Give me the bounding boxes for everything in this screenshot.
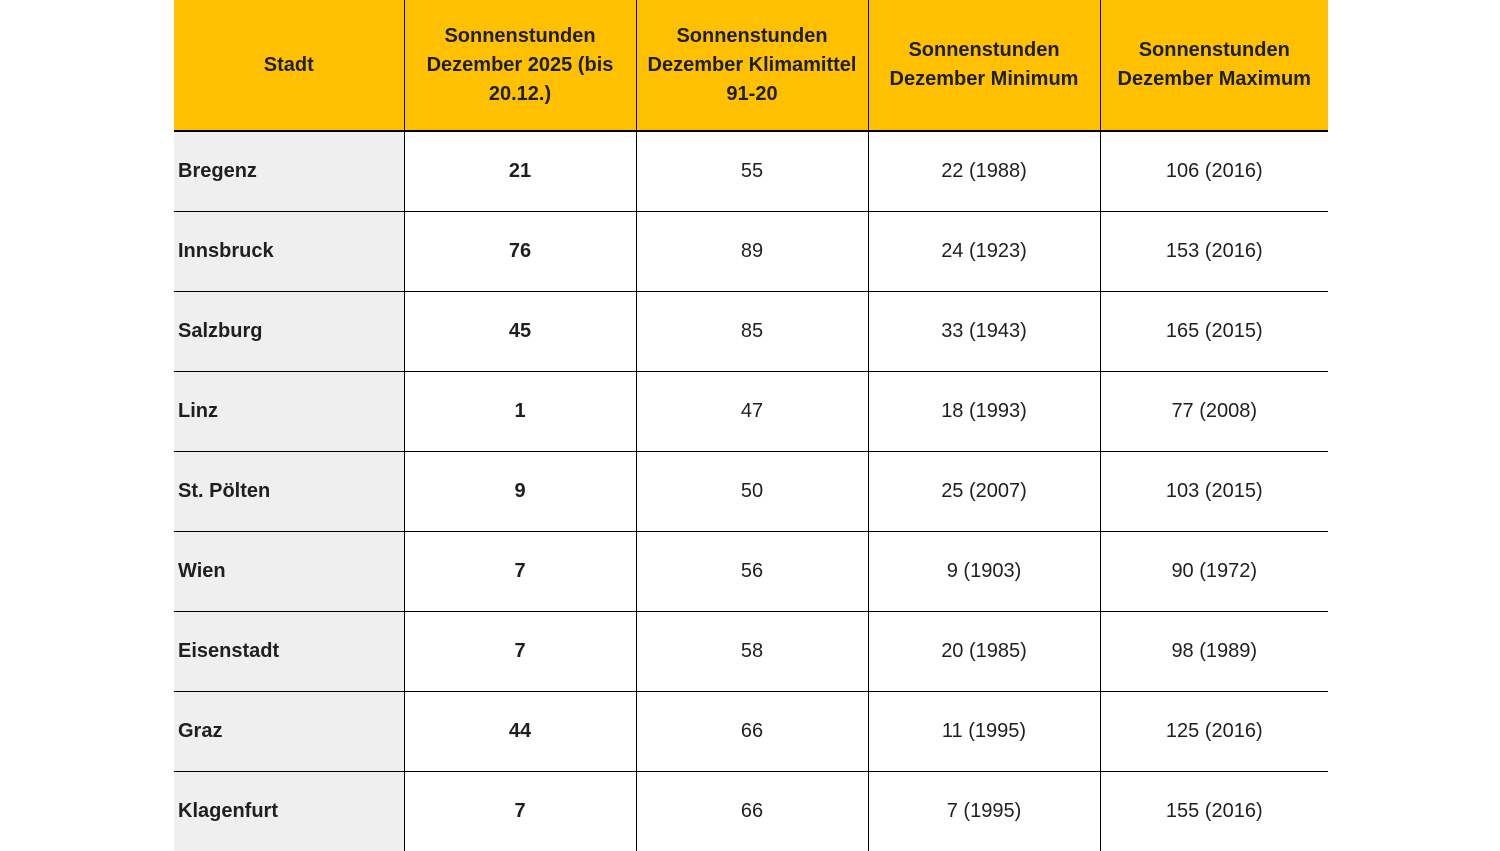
- sunshine-hours-table: [174, 0, 1328, 851]
- table-row: [174, 532, 1328, 612]
- maximum-cell: 98 (1989): [1100, 612, 1328, 692]
- table-row: [174, 452, 1328, 532]
- current-hours-cell: 7: [404, 532, 636, 612]
- climate-mean-cell: 85: [636, 292, 868, 372]
- minimum-cell: 7 (1995): [868, 772, 1100, 851]
- maximum-cell: 165 (2015): [1100, 292, 1328, 372]
- header-city: Stadt: [174, 0, 404, 131]
- city-cell: Salzburg: [174, 292, 404, 372]
- city-cell: Klagenfurt: [174, 772, 404, 851]
- header-maximum: Sonnenstunden Dezember Maximum: [1100, 0, 1328, 131]
- city-cell: Graz: [174, 692, 404, 772]
- minimum-cell: 18 (1993): [868, 372, 1100, 452]
- table-row: [174, 292, 1328, 372]
- maximum-cell: 125 (2016): [1100, 692, 1328, 772]
- current-hours-cell: 21: [404, 131, 636, 212]
- current-hours-cell: 44: [404, 692, 636, 772]
- table-row: [174, 772, 1328, 851]
- city-cell: Wien: [174, 532, 404, 612]
- header-climate-mean: Sonnenstunden Dezember Klimamittel 91-20: [636, 0, 868, 131]
- minimum-cell: 22 (1988): [868, 131, 1100, 212]
- sunshine-hours-table-container: [174, 0, 1328, 851]
- header-minimum: Sonnenstunden Dezember Minimum: [868, 0, 1100, 131]
- table-row: [174, 372, 1328, 452]
- climate-mean-cell: 47: [636, 372, 868, 452]
- city-cell: Linz: [174, 372, 404, 452]
- table-row: [174, 212, 1328, 292]
- maximum-cell: 103 (2015): [1100, 452, 1328, 532]
- table-row: [174, 131, 1328, 212]
- climate-mean-cell: 56: [636, 532, 868, 612]
- maximum-cell: 155 (2016): [1100, 772, 1328, 851]
- climate-mean-cell: 66: [636, 772, 868, 851]
- maximum-cell: 77 (2008): [1100, 372, 1328, 452]
- current-hours-cell: 76: [404, 212, 636, 292]
- maximum-cell: 153 (2016): [1100, 212, 1328, 292]
- climate-mean-cell: 55: [636, 131, 868, 212]
- current-hours-cell: 7: [404, 772, 636, 851]
- climate-mean-cell: 50: [636, 452, 868, 532]
- current-hours-cell: 9: [404, 452, 636, 532]
- current-hours-cell: 7: [404, 612, 636, 692]
- minimum-cell: 33 (1943): [868, 292, 1100, 372]
- current-hours-cell: 45: [404, 292, 636, 372]
- city-cell: Bregenz: [174, 131, 404, 212]
- minimum-cell: 20 (1985): [868, 612, 1100, 692]
- table-row: [174, 692, 1328, 772]
- city-cell: Innsbruck: [174, 212, 404, 292]
- maximum-cell: 106 (2016): [1100, 131, 1328, 212]
- climate-mean-cell: 89: [636, 212, 868, 292]
- maximum-cell: 90 (1972): [1100, 532, 1328, 612]
- minimum-cell: 24 (1923): [868, 212, 1100, 292]
- climate-mean-cell: 66: [636, 692, 868, 772]
- climate-mean-cell: 58: [636, 612, 868, 692]
- table-row: [174, 612, 1328, 692]
- minimum-cell: 9 (1903): [868, 532, 1100, 612]
- city-cell: Eisenstadt: [174, 612, 404, 692]
- minimum-cell: 25 (2007): [868, 452, 1100, 532]
- city-cell: St. Pölten: [174, 452, 404, 532]
- current-hours-cell: 1: [404, 372, 636, 452]
- minimum-cell: 11 (1995): [868, 692, 1100, 772]
- header-current-december: Sonnenstunden Dezember 2025 (bis 20.12.): [404, 0, 636, 131]
- header-row: [174, 0, 1328, 131]
